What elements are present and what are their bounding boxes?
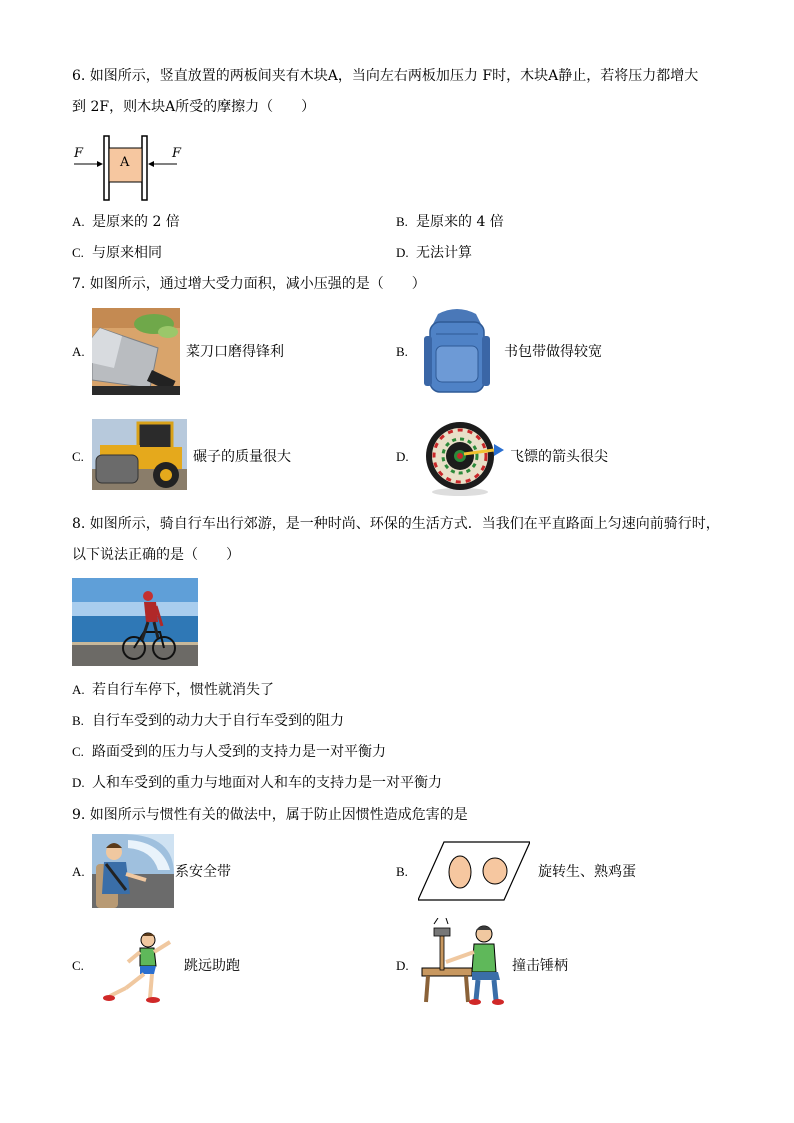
q8-option-d-label: D. bbox=[72, 775, 85, 790]
seatbelt-image bbox=[92, 834, 174, 908]
q7-option-d-text: 飞镖的箭头很尖 bbox=[510, 449, 608, 465]
q8-option-a-text: 若自行车停下，惯性就消失了 bbox=[92, 682, 274, 698]
q6-option-d-text: 无法计算 bbox=[416, 245, 472, 261]
q7-option-b-text: 书包带做得较宽 bbox=[504, 344, 602, 360]
q9-option-c-text: 跳远助跑 bbox=[184, 958, 240, 974]
dartboard-image bbox=[418, 414, 504, 498]
backpack-image bbox=[416, 306, 498, 396]
q6-option-b-label: B. bbox=[396, 214, 408, 229]
runner-image bbox=[100, 928, 180, 1004]
q9-option-c-label: C. bbox=[72, 958, 84, 973]
q7-option-c-text: 碾子的质量很大 bbox=[193, 449, 291, 465]
q6-option-b-text: 是原来的 4 倍 bbox=[416, 214, 504, 230]
q7-option-c-label: C. bbox=[72, 449, 84, 464]
q6-option-d-label: D. bbox=[396, 245, 409, 260]
block-label: A bbox=[120, 155, 130, 170]
q9-option-d-label: D. bbox=[396, 958, 409, 973]
road-roller-image bbox=[92, 419, 187, 490]
q6-stem-line1: 6. 如图所示，竖直放置的两板间夹有木块A，当向左右两板加压力 F时，木块A静止，若将压力都增大 bbox=[72, 68, 699, 84]
q7-option-a-text: 菜刀口磨得锋利 bbox=[186, 344, 284, 360]
force-right-label: F bbox=[172, 146, 182, 161]
q7-option-d-label: D. bbox=[396, 449, 409, 464]
q6-stem-line2: 到 2F，则木块A所受的摩擦力（ ） bbox=[72, 99, 316, 115]
q8-option-c-label: C. bbox=[72, 744, 84, 759]
q9-option-a-text: 系安全带 bbox=[175, 864, 231, 880]
q8-stem-line1: 8. 如图所示，骑自行车出行郊游，是一种时尚、环保的生活方式．当我们在平直路面上匀速向前骑行时， bbox=[72, 516, 720, 532]
q8-option-a-label: A. bbox=[72, 682, 85, 697]
q6-diagram bbox=[72, 134, 192, 204]
q6-option-c-text: 与原来相同 bbox=[92, 245, 162, 261]
q7-option-b-label: B. bbox=[396, 344, 408, 359]
q8-option-b-label: B. bbox=[72, 713, 84, 728]
hammer-image bbox=[420, 918, 506, 1006]
q8-option-d-text: 人和车受到的重力与地面对人和车的支持力是一对平衡力 bbox=[92, 775, 442, 791]
q6-option-a-text: 是原来的 2 倍 bbox=[92, 214, 180, 230]
force-left-label: F bbox=[74, 146, 84, 161]
q7-stem: 7. 如图所示，通过增大受力面积，减小压强的是（ ） bbox=[72, 276, 426, 292]
q6-option-a-label: A. bbox=[72, 214, 85, 229]
q8-option-b-text: 自行车受到的动力大于自行车受到的阻力 bbox=[92, 713, 344, 729]
q7-option-a-label: A. bbox=[72, 344, 85, 359]
eggs-image bbox=[418, 840, 530, 902]
cleaver-image bbox=[92, 308, 180, 395]
q9-option-b-text: 旋转生、熟鸡蛋 bbox=[538, 864, 636, 880]
q9-option-d-text: 撞击锤柄 bbox=[512, 958, 568, 974]
q8-option-c-text: 路面受到的压力与人受到的支持力是一对平衡力 bbox=[92, 744, 386, 760]
cyclist-image bbox=[72, 578, 198, 666]
q6-option-c-label: C. bbox=[72, 245, 84, 260]
q9-stem: 9. 如图所示与惯性有关的做法中，属于防止因惯性造成危害的是 bbox=[72, 807, 468, 823]
q9-option-b-label: B. bbox=[396, 864, 408, 879]
q9-option-a-label: A. bbox=[72, 864, 85, 879]
q8-stem-line2: 以下说法正确的是（ ） bbox=[72, 547, 240, 563]
